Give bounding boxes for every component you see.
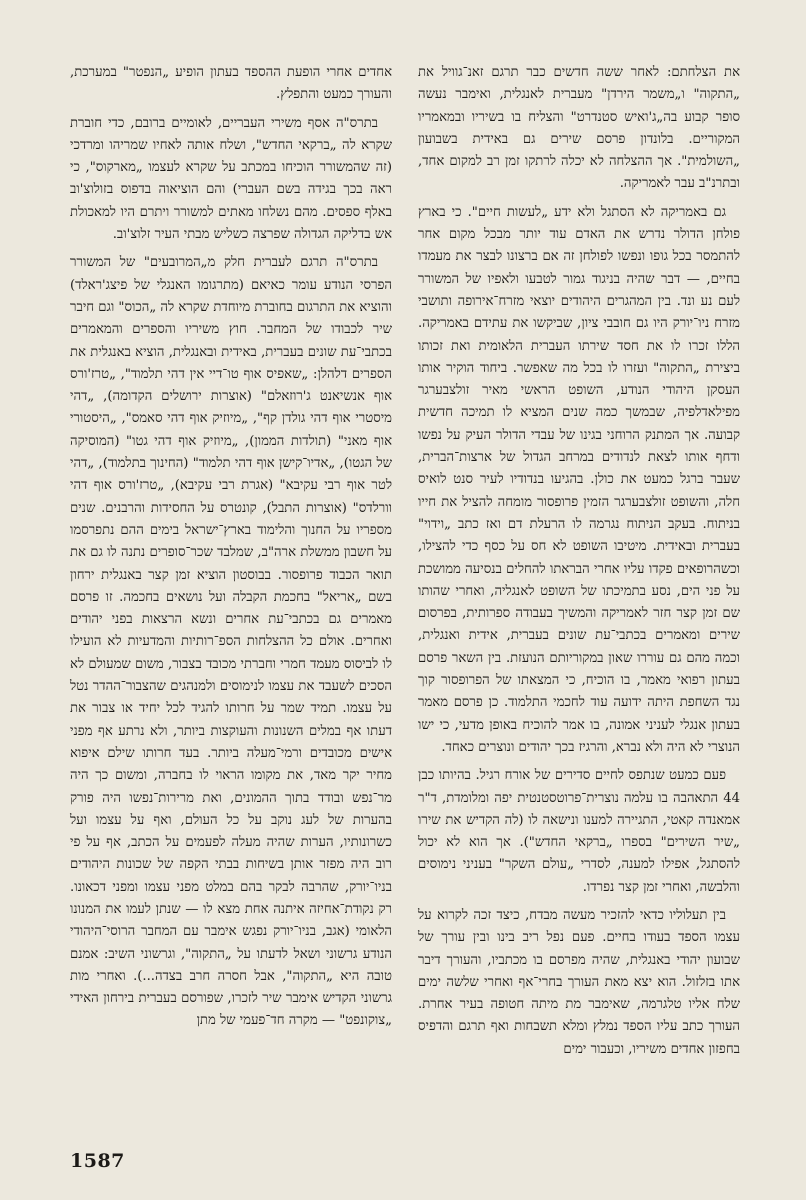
left-column bbox=[70, 62, 392, 1061]
page-number: 1587 bbox=[70, 1150, 125, 1172]
right-column bbox=[418, 62, 740, 1061]
paragraph: בתרס"ה אסף משירי העבריים, לאומיים ברובם, כדי חוברת שקרא לה „ברקאי החדש", ושלח אותה לאחיו שמריהו ומרדכי (זה שהמשורר הוכיחו במכתב על שקרא לעצמו „מארקוס", כי ראה בכך בגידה בשם העברי) והם הוציאוה בדפוס בזולוצ'וב באלף ספסים. מהם נשלחו מאתים למשורר ויתרם היו למאכולת אש בדליקה הגדולה שפרצה כשליש מבתי העיר זלוצ'וב. bbox=[70, 115, 392, 243]
paragraph: אחדים אחרי הופעת ההספד בעתון הופיע „הנפטר" במערכת, והעורך כמעט והתפלץ. bbox=[70, 65, 392, 103]
paragraph: את הצלחתם: לאחר ששה חדשים כבר תרגם זאנ־גוויל את „התקוה" ו„משמר הירדן" מעברית לאנגלית, ואימבר נעשה סופר קבוע בה„ג'ואיש סטנדרט" והצליח בו בשיריו ובמאמריו המקוריים. בלונדון פרסם שירים גם באידית בשבועון „השולמית". אך ההצלחה לא יכלה לרתקו זמן רב למקום אחד, ובתרנ"ב עבר לאמריקה. bbox=[418, 65, 740, 192]
paragraph: פעם כמעט שנתפס לחיים סדירים של אורח רגיל. בהיותו כבן 44 התאהבה בו עלמה נוצרית־פרוטסטנטית יפה ומלומדת, ד"ר אמאנדה קאטי, התגיירה למענו ונישאה לו (לה הקדיש את שירו „שיר השירים" בספרו „ברקאי החדש"). אך הוא לא יכול להסתגל, אפילו למענה, לסדרי „עולם השקר" בעניני נימוסים והלבשה, ואחרי זמן קצר נפרדו. bbox=[418, 768, 740, 895]
text-columns bbox=[70, 62, 740, 1061]
paragraph: בין תעלוליו כדאי להזכיר מעשה מבדח, כיצד זכה לקרוא על עצמו הספד בעודו בחיים. פעם נפל ריב בינו ובין עורך של שבועון יהודי באנגלית, שהיה מפרסם בו מכתביו, והעורך דיבר אתו בזלזול. הוא יצא מאת העורך בחרי־אף ואחרי שלשה ימים שלח אליו טלגרמה, שאימבר מת מיתה חטופה בעיר אחרת. העורך כתב עליו הספד נמלץ ומלא תשבחות ואף תרגם והדפיס בחפזון אחדים משיריו, וכעבור ימים bbox=[418, 907, 740, 1057]
paragraph: בתרס"ה תרגם לעברית חלק מ„המרובעים" של המשורר הפרסי הנודע עומר כאיאם (מתרגומו האנגלי של פיצג'ראלד) והוציא את התרגום בחוברת מיוחדת שקרא לה „הכוס" וגם חיבר שיר לכבודו של המחבר. חוץ משיריו והספרים והמאמרים בכתבי־עת שונים בעברית, באידית ובאנגלית, הוציא באנגלית את הספרים דלהלן: „שאפיס אוף טו־דיי אין דהי תלמוד", „טרז'ורס אוף אנשיאנט ג'רוזאלם" (אוצרות ירושלים הקדומה), „דהי מיסטרי אוף דהי גולדן קף", „מיוזיק אוף דהי סאמס", „היסטורי אוף מאני" (תולדות הממון), „מיוזיק אוף דהי גטו" (המוסיקה של הגטו), „אדיו־קישן אוף דהי תלמוד" (החינוך בתלמוד), „דהי לטר אוף רבי עקיבא" (אגרת רבי עקיבא), „טרז'ורס אוף דהי וורלדס" (אוצרות התבל), קונטרס על החסידות והרבנים. שנים מספריו על החנוך והלימוד בארץ־ישראל בימים ההם נתפרסמו על חשבון ממשלת ארה"ב, שמלבד שכר־סופרים נתנה לו גם את תואר הכבוד פרופסור. בבוסטון הוציא זמן קצר באנגלית ירחון בשם „אריאל" בחכמת הקבלה ועל נושאים בחכמה. זו פרסם מאמרים גם בכתבי־עת אחרים ונשא הרצאות בפני יהודים ואחרים. אולם כל ההצלחות הספ־רותיות והמדעיות לא הועילו לו לביסוס מעמד חמרי וחברתי מכובד בצבור, משום שמעולם לא הסכים לשעבד את עצמו לנימוסים ולמנהגים שהצבור־ההדר נטל על עצמו. תמיד שמר על חרותו להגיד לכל יחיד או צבור את דעתו אף במלים השנונות והעוקצות ביותר, ולא נרתע אף מפני אישים מכובדים ורמי־מעלה ביותר. בעד חרותו שילם איפוא מחיר יקר מאד, את מקומו הראוי לו בחברה, ומשום כך היה מר־נפש ובודד בתוך ההמונים, ואת מרירות־נפשו היה פורק בהערות של לעג נוקב על כל העולם, ואף על עצמו ועל כשרונותיו, הערות שהיה מעלה לפעמים על הכתב, אף על פי רוב היה מפזר אותן בשיחות בבתי הקפה של שכונות היהודים בניו־יורק, שהרבה לבקר בהם במלט מפני עצמו ומפני דכאונו. רק נקודת־אחיזה איתנה אחת מצא לו — שנתן לעמו את המנונו הלאומי (אגב, בניו־יורק נפגש אימבר עם המחבר הרוסי־היהודי הנודע גרשוני ושאל לדעתו על „התקוה", וגרשוני השיב: אמנם טובה היא „התקוה", אבל חסרה חרב בצדה...). ואחרי מות גרשוני הקדיש אימבר שיר לזכרו, שפורסם בעברית בירחון האידי „צוקונפט" — מקרה חד־פעמי של מתן bbox=[69, 255, 392, 1029]
paragraph: גם באמריקה לא הסתגל ולא ידע „לעשות חיים". כי בארץ פולחן הדולר נדרש את האדם עוד יותר מבכל מקום אחר להתמסר בכל גופו ונפשו לפולחן זה אם ברצונו לבצר את מעמדו בחיים, — דבר שהיה בניגוד גמור לטבעו ולאפיו של המשורר לעם נע ונד. בין המהגרים היהודים יוצאי מזרח־אירופה ותושבי מזרח ניו־יורק היו גם חובבי ציון, שביקשו את עתידם באמריקה. הללו זכרו לו את חסד שירתו העברית הלאומית ואת זכותו ביצירת „התקוה" ועזרו לו בכל מה שאפשר. ביחוד הוקיר אותו העסקן היהודי הנודע, השופט הראשי מאיר זולצבערגר מפילאדלפיה, שבמשך כמה שנים המציא לו תמיכה חדשית קבועה. אך המתנק הרוחני בגינו של עבדי הדולר העיק על נפשו ודחף אותו לצאת לנדודים במרחב הגדול של ארצות־הברית, שעבר ברגל כמעט את כולן. בהגיעו בנדודיו לעיר סנט לואיס חלה, והשופט זולצבערגר הזמין פרופסור מומחה להציל את חייו בניתוח. בעקב הניתוח נגרמה לו הרעלת דם ואז כתב „וידוי" בעברית ובאידית. מיטיבו השופט לא חס על כסף כדי להצילו, וכשהרופאים פקדו עליו אחרי הבראתו להחלים בנסיעה ממושכת על פני הים, נסע בתמיכתו של השופט לאנגליה, ואחרי שהותו שם זמן קצר חזר לאמריקה והמשיך בעבודה ספרותית, בפרסום שירים ומאמרים בכתבי־עת שונים בעברית, אידית ואנגלית, וכמה מהם גם עוררו שאון במקוריותם הנועזת. בין השאר פרסם בעתון רפואי מאמר, בו הוכיח, כי המצאתו של הפרופסור קוך נגד השחפת היתה ידועה עוד לחכמי התלמוד. כן פרסם מאמר בעתון אנגלי לעניני אמונה, בו אמר להוכיח באופן מדעי, כי ישו הנוצרי לא היה ולא נברא, והרגיז בכך יהודים ונוצרים כאחד. bbox=[418, 204, 740, 755]
